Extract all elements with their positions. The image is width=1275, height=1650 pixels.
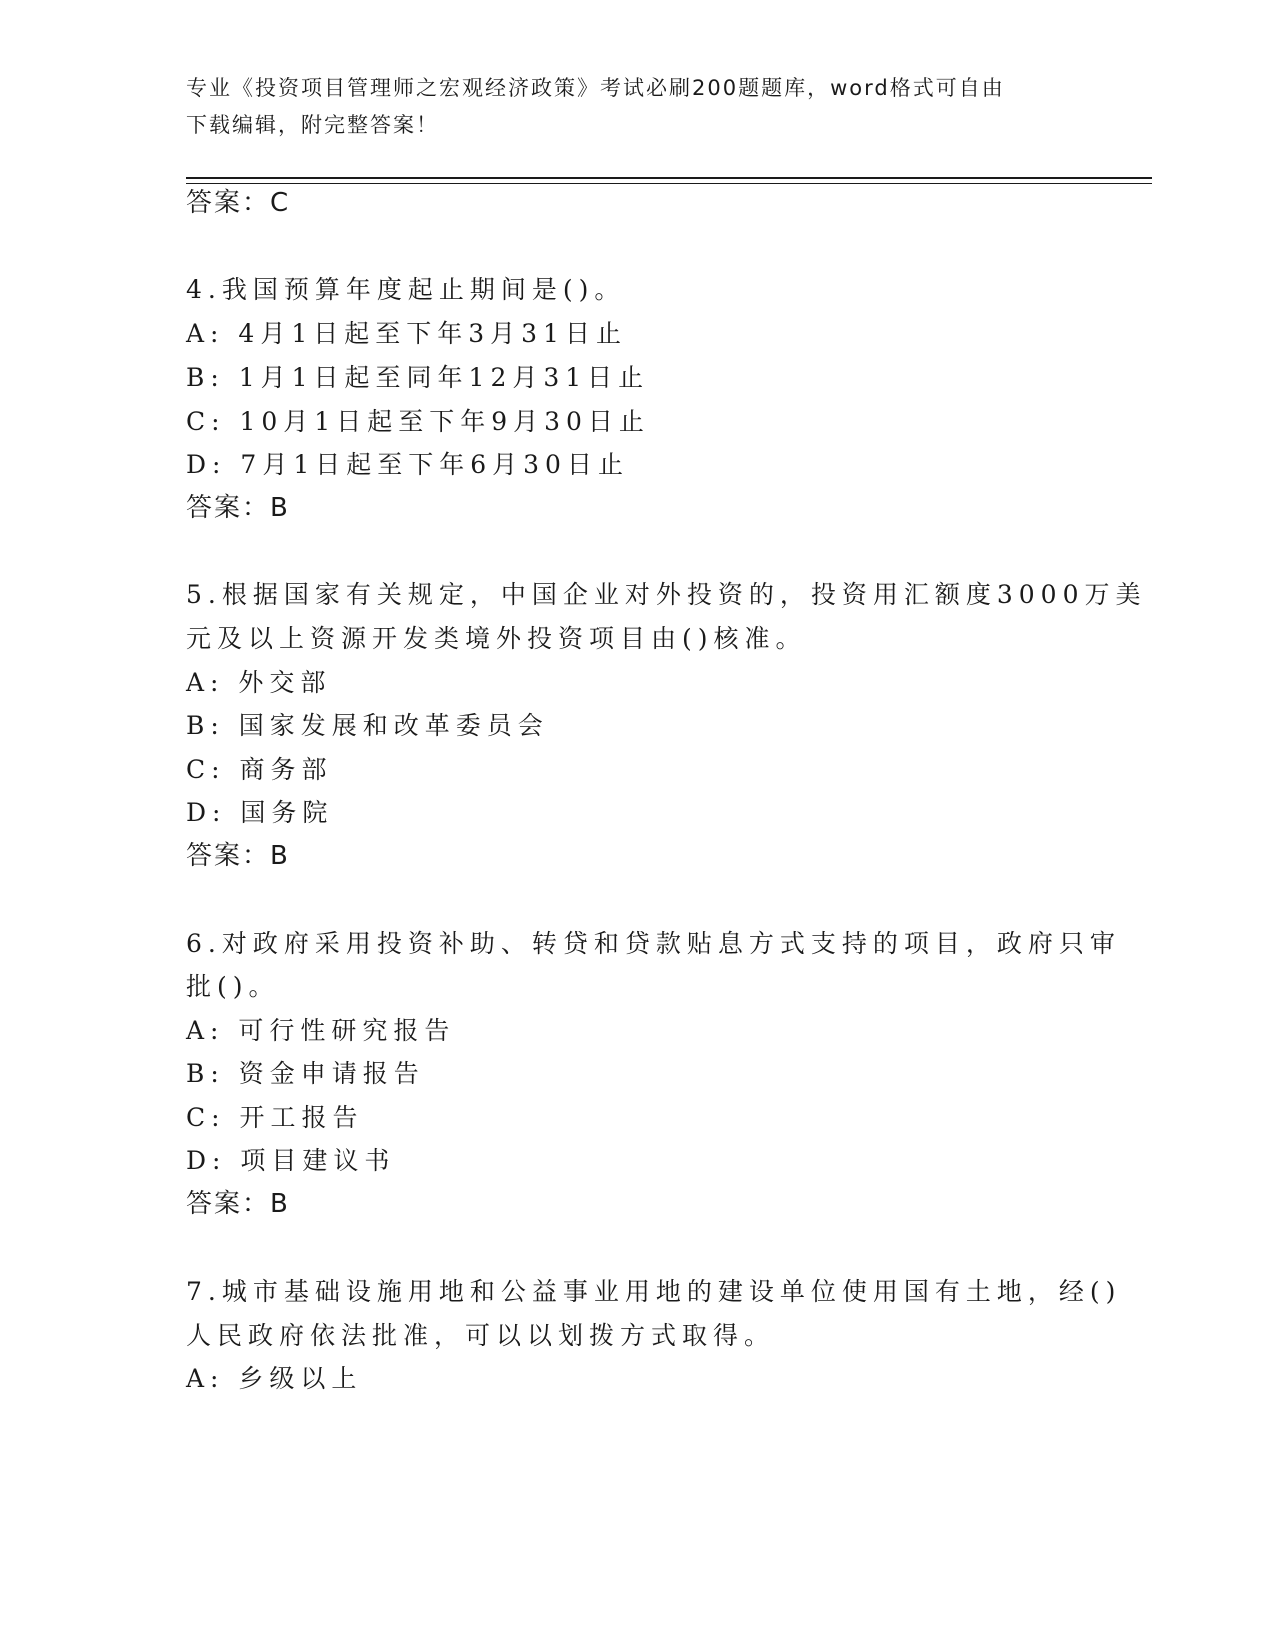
question-5-text-line-1: 5.根据国家有关规定，中国企业对外投资的，投资用汇额度3000万美 (186, 580, 1147, 609)
question-6-option-a: A: 可行性研究报告 (186, 1016, 456, 1045)
document-header (186, 70, 1086, 144)
question-5-text-line-2: 元及以上资源开发类境外投资项目由()核准。 (186, 624, 807, 653)
question-4-option-d: D: 7月1日起至下年6月30日止 (186, 450, 629, 479)
question-6-text-line-2: 批()。 (186, 972, 280, 1001)
question-5-option-c: C: 商务部 (186, 755, 333, 784)
question-7-text-line-2: 人民政府依法批准，可以以划拨方式取得。 (186, 1321, 776, 1350)
question-6-option-c: C: 开工报告 (186, 1103, 364, 1132)
question-4-option-b: B: 1月1日起至同年12月31日止 (186, 363, 650, 392)
question-6-option-d: D: 项目建议书 (186, 1146, 396, 1175)
header-rule-thin (186, 183, 1152, 184)
question-6-option-b: B: 资金申请报告 (186, 1059, 425, 1088)
question-5-option-d: D: 国务院 (186, 798, 334, 827)
question-6-text-line-1: 6.对政府采用投资补助、转贷和贷款贴息方式支持的项目，政府只审 (186, 929, 1121, 958)
question-4-answer: 答案：B (186, 493, 290, 523)
header-rule-thick (186, 177, 1152, 179)
answer-label: 答案：C (186, 188, 291, 218)
header-line-1: 专业《投资项目管理师之宏观经济政策》考试必刷200题题库，word格式可自由 (186, 76, 1005, 100)
question-4-text: 4.我国预算年度起止期间是()。 (186, 275, 626, 304)
question-7-option-a: A: 乡级以上 (186, 1364, 363, 1393)
question-4-option-a: A: 4月1日起至下年3月31日止 (186, 319, 627, 348)
header-line-2: 下载编辑，附完整答案！ (186, 113, 439, 137)
question-5-option-b: B: 国家发展和改革委员会 (186, 711, 549, 740)
question-6-answer: 答案：B (186, 1189, 290, 1219)
question-4-option-c: C: 10月1日起至下年9月30日止 (186, 407, 650, 436)
question-5-option-a: A: 外交部 (186, 668, 332, 697)
question-7-text-line-1: 7.城市基础设施用地和公益事业用地的建设单位使用国有土地，经() (186, 1277, 1122, 1306)
question-5-answer: 答案：B (186, 841, 290, 871)
